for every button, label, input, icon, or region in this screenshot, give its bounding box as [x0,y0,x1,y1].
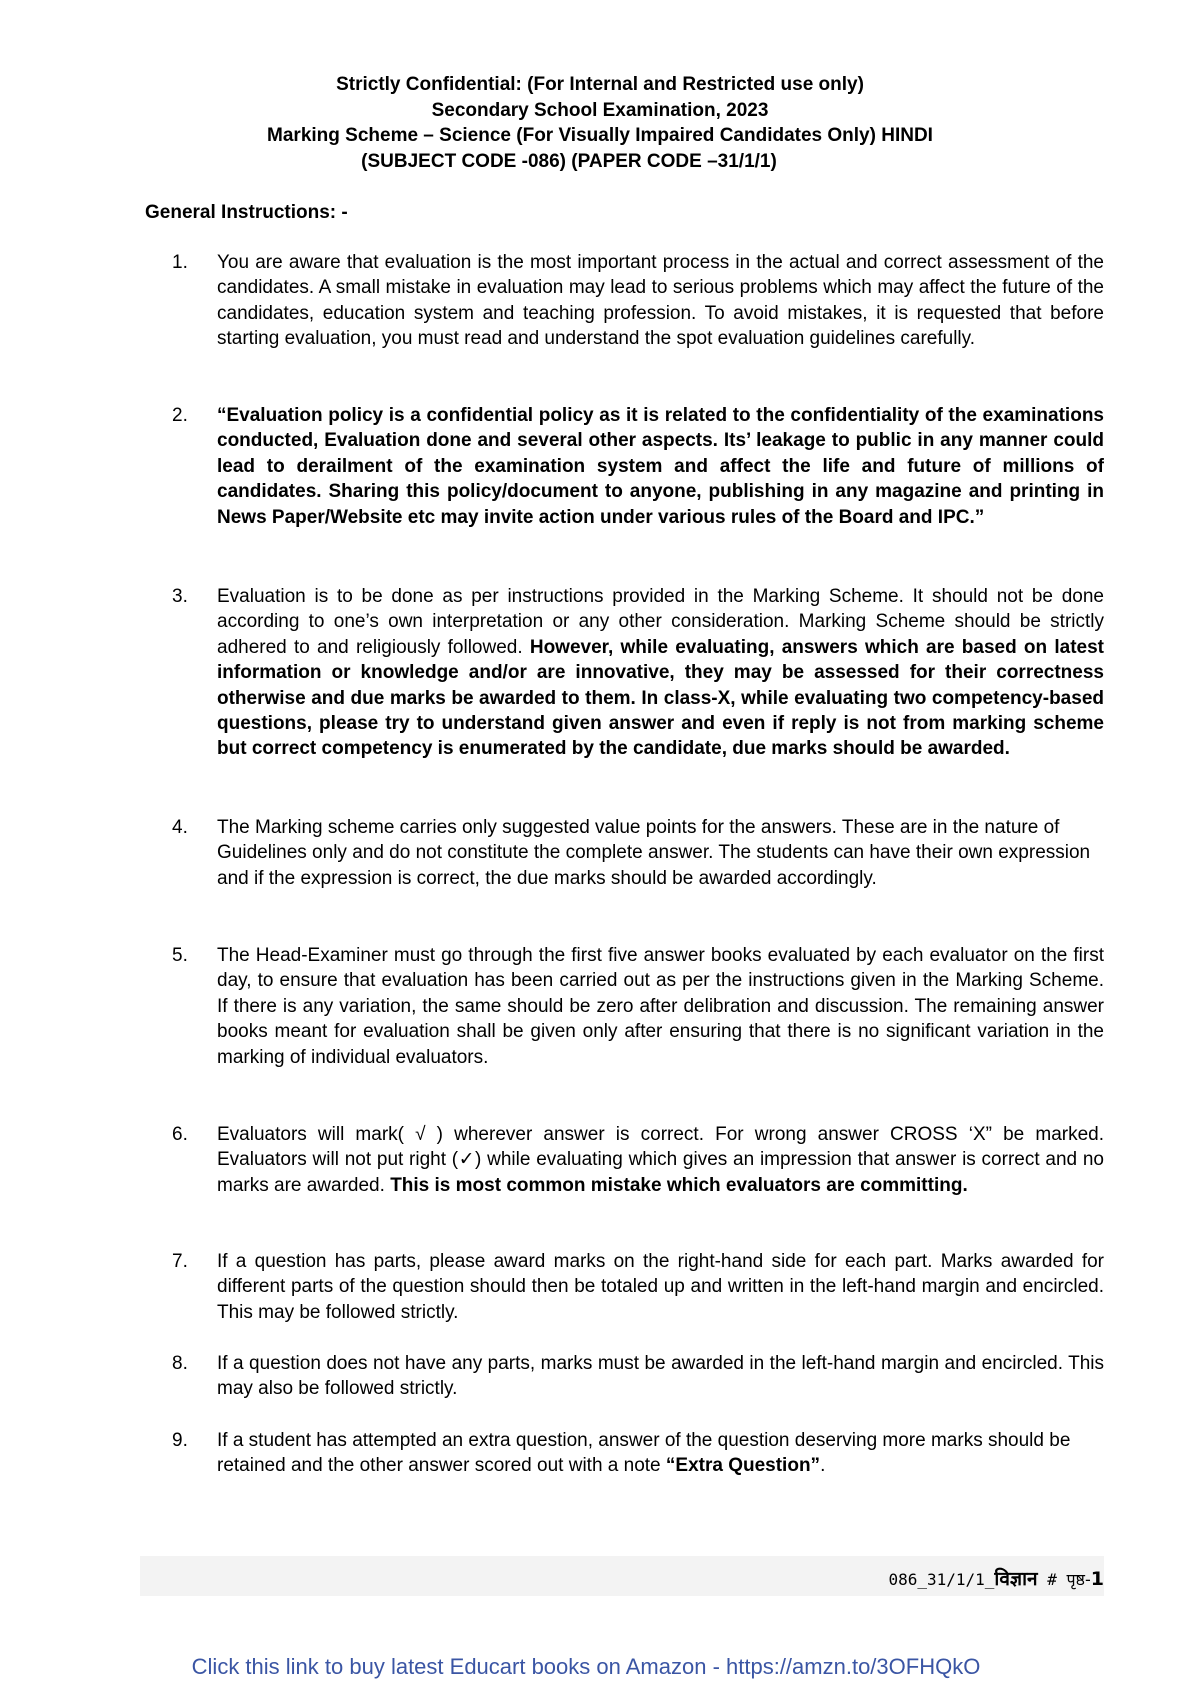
marking-scheme-line: Marking Scheme – Science (For Visually Impaired Candidates Only) HINDI [267,125,933,146]
item-number: 3. [172,586,188,607]
item-text-end: . [820,1455,826,1477]
item-text [217,1428,1104,1479]
promo-link[interactable]: Click this link to buy latest Educart books on Amazon - https://amzn.to/3OFHQkO [191,1654,981,1679]
item-text: If a question has parts, please award marks on the right-hand side for each part. Marks awarded for different parts of the question should then be totaled up and written in the left-hand margin and encircled. This may be followed strictly. [217,1251,1104,1323]
item-text [217,1122,1104,1198]
page-label: पृष्ठ- [1066,1570,1091,1589]
instruction-item [172,815,1104,891]
item-text: The Marking scheme carries only suggested value points for the answers. These are in the nature of Guidelines only and do not constitute the complete answer. The students can have their own expression and if the expression is correct, the due marks should be awarded accordingly. [217,817,1091,889]
item-text-normal: If a student has attempted an extra question, answer of the question deserving more marks should be retained and the other answer scored out with a note [217,1430,1071,1477]
check-mark-icon: ✓ [458,1149,476,1171]
item-text: “Evaluation policy is a confidential policy as it is related to the confidentiality of the examinations conducted, Evaluation done and several other aspects. Its’ leakage to public in any manner could lead to derailment of the examination system and affect the life and future of millions of candidates. Sharing this policy/document to anyone, publishing in any magazine and printing in News Paper/Website etc may invite action under various rules of the Board and IPC.” [217,405,1104,528]
item-text: If a question does not have any parts, marks must be awarded in the left-hand margin and encircled. This may also be followed strictly. [217,1353,1104,1400]
instruction-item [172,250,1104,352]
item-text-normal-2: ) while evaluating which gives an impression that answer is correct and no marks are awarded. [217,1149,1104,1196]
instruction-item [172,1351,1104,1402]
item-text-normal: Evaluation is to be done as per instructions provided in the Marking Scheme. It should not be done according to one’s own interpretation or any other consideration. Marking Scheme should be strictly adhered to and religiously followed. [217,586,1104,658]
page-identifier [888,1568,1104,1591]
instruction-item [172,584,1104,762]
subject-code-line: (SUBJECT CODE -086) (PAPER CODE –31/1/1) [361,150,777,172]
hash-separator: # [1037,1570,1067,1589]
instruction-item [172,1122,1104,1198]
instruction-item [172,1428,1104,1479]
instruction-item [172,403,1104,530]
item-text-bold: “Extra Question” [665,1455,821,1477]
instruction-item [172,943,1104,1070]
paper-code: 086_31/1/1_ [888,1570,995,1589]
item-text: You are aware that evaluation is the most important process in the actual and correct assessment of the candidates. A small mistake in evaluation may lead to serious problems which may affect the future of the candidates, education system and teaching profession. To avoid mistakes, it is requested that before starting evaluation, you must read and understand the spot evaluation guidelines carefully. [217,252,1104,350]
document-header [0,72,1200,174]
item-number: 8. [172,1353,188,1374]
confidential-line: Strictly Confidential: (For Internal and Restricted use only) [336,74,864,95]
page-number: 1 [1090,1568,1104,1590]
item-text-normal: Evaluators will mark( √ ) wherever answer is correct. For wrong answer CROSS ‘X” be marked. Evaluators will not put right ( [217,1124,1104,1171]
item-number: 9. [172,1430,188,1451]
item-text-bold: However, while evaluating, answers which are based on latest information or knowledge and/or are innovative, they may be assessed for their correctness otherwise and due marks be awarded to them. In class-X, while evaluating two competency-based questions, please try to understand given answer and even if reply is not from marking scheme but correct competency is enumerated by the candidate, due marks should be awarded. [217,636,1104,760]
item-number: 1. [172,252,188,273]
subject-hindi: विज्ञान [994,1568,1038,1590]
item-number: 2. [172,405,188,426]
item-number: 7. [172,1251,188,1272]
item-number: 5. [172,945,188,966]
instruction-item [172,1249,1104,1325]
general-instructions-title: General Instructions: - [145,202,348,223]
exam-line: Secondary School Examination, 2023 [431,99,769,121]
item-text: The Head-Examiner must go through the first five answer books evaluated by each evaluator on the first day, to ensure that evaluation has been carried out as per the instructions given in the Marking Scheme. If there is any variation, the same should be zero after delibration and discussion. The remaining answer books meant for evaluation shall be given only after ensuring that there is no significant variation in the marking of individual evaluators. [217,945,1104,1068]
item-text [217,584,1104,762]
item-number: 4. [172,817,188,838]
item-number: 6. [172,1124,188,1145]
item-text-bold: This is most common mistake which evaluators are committing. [390,1174,968,1196]
